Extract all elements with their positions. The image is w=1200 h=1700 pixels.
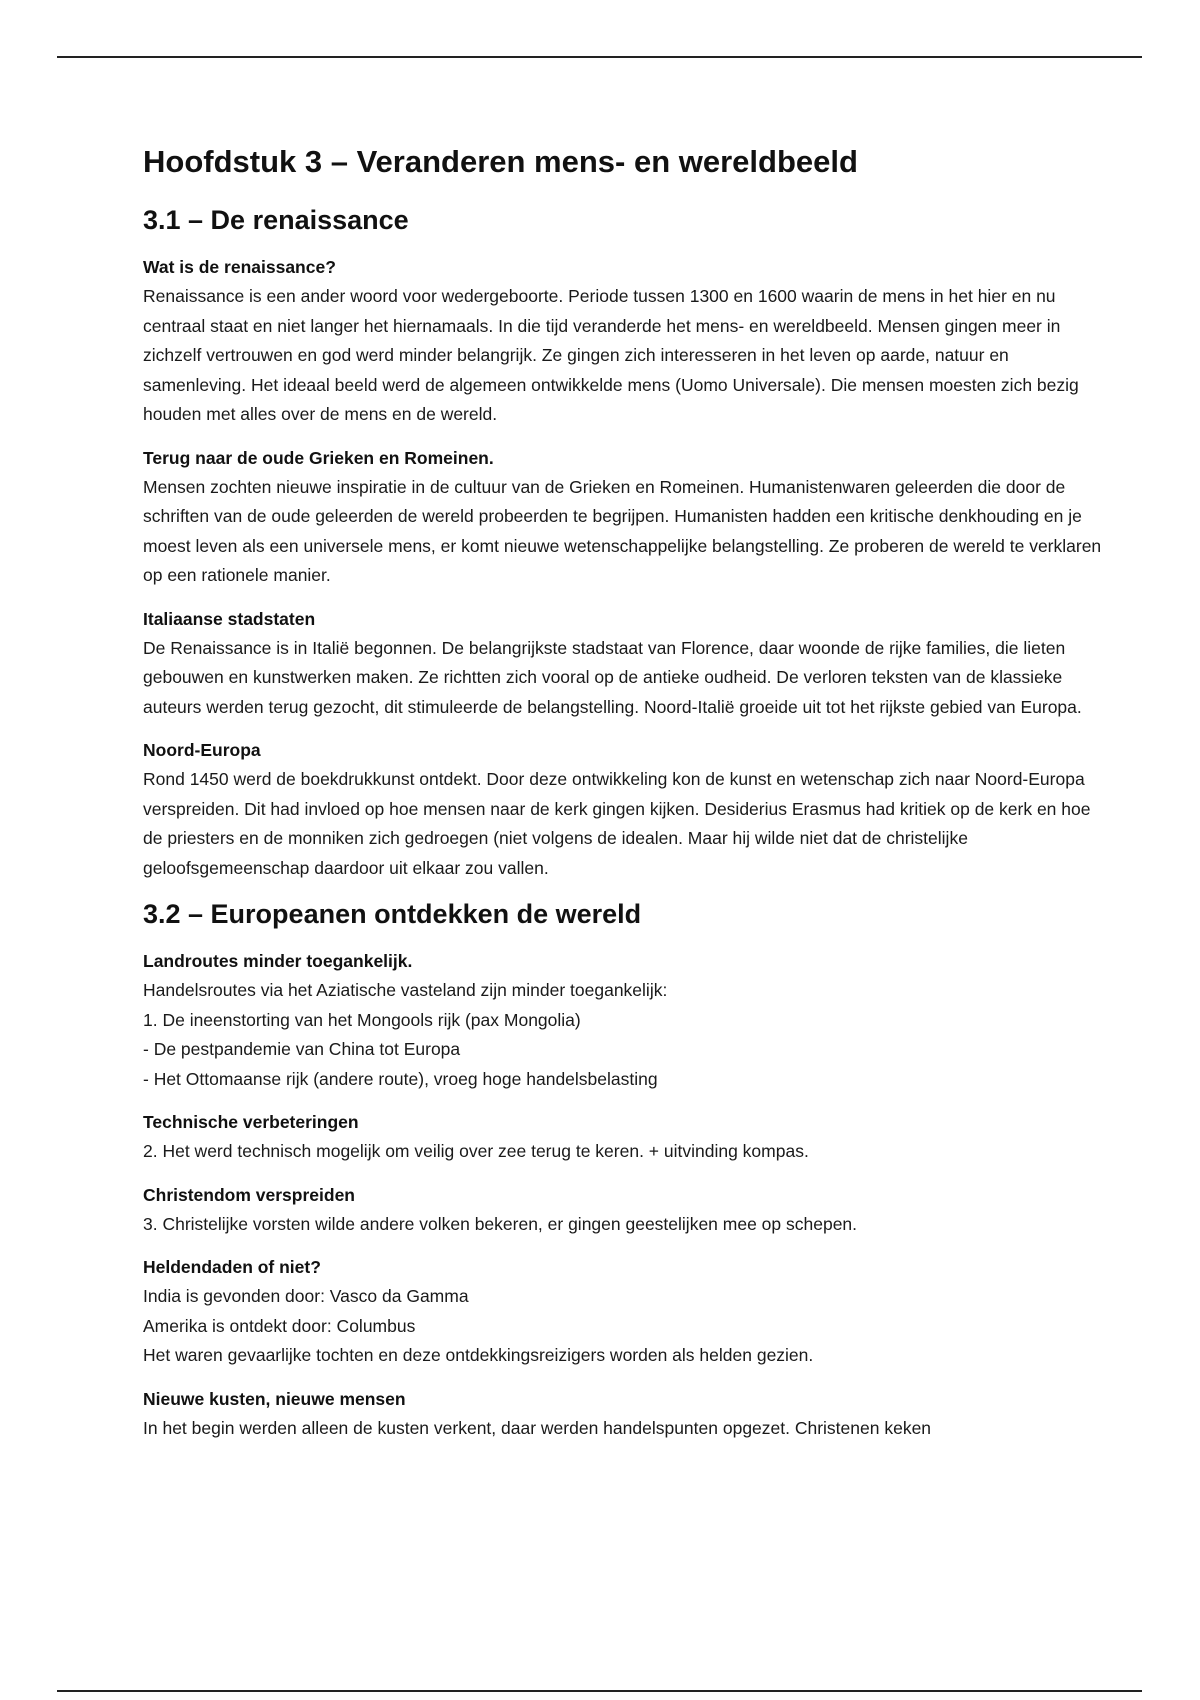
header-rule bbox=[57, 56, 1142, 58]
subheading: Landroutes minder toegankelijk. bbox=[143, 951, 413, 971]
paragraph-text: Mensen zochten nieuwe inspiratie in de cultuur van de Grieken en Romeinen. Humanistenwaren geleerden die door de schriften van de oude geleerden de wereld probeerden te begrijpen. Humanisten hadden een kritische denkhouding en je moest leven als een universele mens, er komt nieuwe wetenschappelijke belangstelling. Ze proberen de wereld te verklaren op een rationele manier. bbox=[143, 476, 1102, 585]
list-item: 2. Het werd technisch mogelijk om veilig over zee terug te keren. + uitvinding kompas. bbox=[143, 1141, 809, 1161]
paragraph-text: Renaissance is een ander woord voor wedergeboorte. Periode tussen 1300 en 1600 waarin de mens in het hier en nu centraal staat en niet langer het hiernamaals. In die tijd veranderde het mens- en wereldbeeld. Mensen gingen meer in zichzelf vertrouwen en god werd minder belangrijk. Ze gingen zich interesseren in het leven op aarde, natuur en samenleving. Het ideaal beeld werd de algemeen ontwikkelde mens (Uomo Universale). Die mensen moesten zich bezig houden met alles over de mens en de wereld. bbox=[143, 286, 1079, 424]
section-heading: 3.1 – De renaissance bbox=[143, 205, 409, 235]
paragraph-block bbox=[143, 604, 1103, 723]
text-line: Amerika is ontdekt door: Columbus bbox=[143, 1315, 416, 1336]
text-line: In het begin werden alleen de kusten verkent, daar werden handelspunten opgezet. Christenen keken bbox=[143, 1417, 932, 1438]
paragraph-block bbox=[143, 1384, 1103, 1444]
paragraph-text: De Renaissance is in Italië begonnen. De belangrijkste stadstaat van Florence, daar woonde de rijke families, die lieten gebouwen en kunstwerken maken. Ze richtten zich vooral op de antieke oudheid. De verloren teksten van de klassieke auteurs werden terug gezocht, dit stimuleerde de belangstelling. Noord-Italië groeide uit tot het rijkste gebied van Europa. bbox=[143, 637, 1082, 717]
paragraph-text: Rond 1450 werd de boekdrukkunst ontdekt. Door deze ontwikkeling kon de kunst en wetenschap zich naar Noord-Europa verspreiden. Dit had invloed op hoe mensen naar de kerk gingen kijken. Desiderius Erasmus had kritiek op de kerk en hoe de priesters en de monniken zich gedroegen (niet volgens de idealen. Maar hij wilde niet dat de christelijke geloofsgemeenschap daardoor uit elkaar zou vallen. bbox=[143, 769, 1091, 878]
paragraph-block bbox=[143, 735, 1103, 883]
list-item: 1. De ineenstorting van het Mongools rijk (pax Mongolia) bbox=[143, 1009, 581, 1030]
subheading: Noord-Europa bbox=[143, 740, 261, 760]
text-line: Het waren gevaarlijke tochten en deze ontdekkingsreizigers worden als helden gezien. bbox=[143, 1345, 814, 1365]
paragraph-block bbox=[143, 1180, 1103, 1240]
subheading: Heldendaden of niet? bbox=[143, 1257, 321, 1277]
paragraph-block bbox=[143, 1252, 1103, 1371]
subheading: Italiaanse stadstaten bbox=[143, 608, 316, 629]
footer-rule bbox=[57, 1690, 1142, 1692]
list-item: - De pestpandemie van China tot Europa bbox=[143, 1039, 461, 1059]
subheading: Nieuwe kusten, nieuwe mensen bbox=[143, 1388, 406, 1409]
section-heading: 3.2 – Europeanen ontdekken de wereld bbox=[143, 899, 642, 929]
paragraph-block bbox=[143, 1107, 1103, 1167]
subheading: Technische verbeteringen bbox=[143, 1112, 359, 1132]
chapter-title: Hoofdstuk 3 – Veranderen mens- en wereldbeeld bbox=[143, 144, 858, 179]
list-item: - Het Ottomaanse rijk (andere route), vroeg hoge handelsbelasting bbox=[143, 1068, 658, 1089]
subheading: Wat is de renaissance? bbox=[143, 257, 336, 277]
text-line: India is gevonden door: Vasco da Gamma bbox=[143, 1286, 469, 1306]
paragraph-block bbox=[143, 443, 1103, 591]
list-item: 3. Christelijke vorsten wilde andere volken bekeren, er gingen geestelijken mee op schepen. bbox=[143, 1213, 858, 1234]
subheading: Terug naar de oude Grieken en Romeinen. bbox=[143, 447, 494, 468]
text-line: Handelsroutes via het Aziatische vasteland zijn minder toegankelijk: bbox=[143, 980, 668, 1000]
paragraph-block bbox=[143, 946, 1103, 1094]
paragraph-block bbox=[143, 252, 1103, 430]
subheading: Christendom verspreiden bbox=[143, 1184, 355, 1205]
document-body bbox=[143, 142, 1103, 1456]
